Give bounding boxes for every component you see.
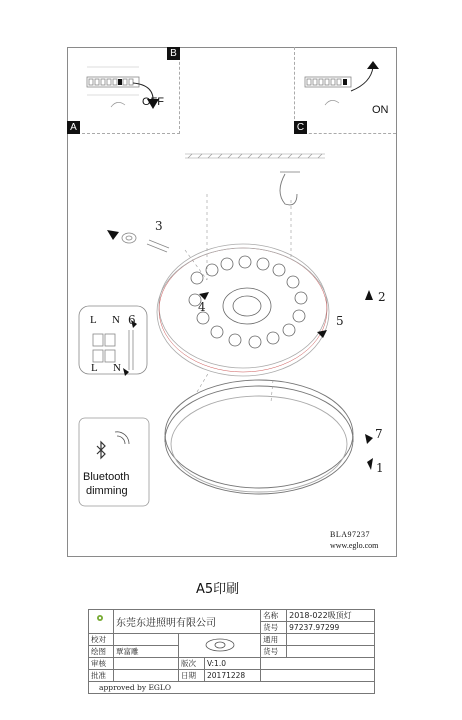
check-label: 校对 xyxy=(89,634,114,646)
callout-1: 1 xyxy=(376,461,384,475)
switch-on-illustration xyxy=(295,47,396,133)
wire-l-top: L xyxy=(90,314,97,326)
logo-cell xyxy=(89,610,114,634)
panel-c-tag: C xyxy=(294,121,307,134)
name-value: 2018-022吸顶灯 xyxy=(287,610,375,622)
panel-a-tag: A xyxy=(67,121,80,134)
website-url: www.eglo.com xyxy=(330,541,379,550)
review-value xyxy=(114,658,179,670)
review-label: 审核 xyxy=(89,658,114,670)
panel-b-tag: B xyxy=(167,47,180,60)
notify-value-2 xyxy=(287,646,375,658)
notify-label: 通用 xyxy=(261,634,287,646)
model-code: BLA97237 xyxy=(330,530,370,539)
callout-6: 6 xyxy=(128,313,136,327)
print-note: A5印刷 xyxy=(196,582,240,597)
article-label: 货号 xyxy=(261,622,287,634)
company-logo xyxy=(91,612,109,630)
drawing-label: 绘图 xyxy=(89,646,114,658)
notify-value xyxy=(287,634,375,646)
approve-label: 批准 xyxy=(89,670,114,682)
callout-4: 4 xyxy=(198,300,206,314)
wire-n-top: N xyxy=(112,314,120,326)
switch-off-illustration xyxy=(67,47,179,133)
company-name: 东莞东进照明有限公司 xyxy=(114,610,261,634)
title-block xyxy=(88,609,375,694)
wire-l-bottom: L xyxy=(91,362,98,374)
blank-cell-2 xyxy=(261,670,375,682)
version-value: V:1.0 xyxy=(205,658,261,670)
check-value xyxy=(114,634,179,646)
product-sketch xyxy=(179,634,261,658)
callout-7: 7 xyxy=(375,427,383,441)
detail-panel-ab xyxy=(67,47,180,134)
approve-value xyxy=(114,670,179,682)
drawing-value: 覃富雕 xyxy=(114,646,179,658)
callout-3: 3 xyxy=(155,219,163,233)
on-label: ON xyxy=(372,104,389,116)
notify-label-2: 货号 xyxy=(261,646,287,658)
callout-2: 2 xyxy=(378,290,386,304)
date-label: 日期 xyxy=(179,670,205,682)
dimming-label: dimming xyxy=(86,485,128,497)
bluetooth-label: Bluetooth xyxy=(83,471,130,483)
detail-panel-c xyxy=(294,47,396,134)
article-value: 97237.97299 xyxy=(287,622,375,634)
callout-5: 5 xyxy=(336,314,344,328)
wire-n-bottom: N xyxy=(113,362,121,374)
version-label: 版次 xyxy=(179,658,205,670)
off-label: OFF xyxy=(142,96,164,108)
name-label: 名称 xyxy=(261,610,287,622)
approved-by: approved by EGLO xyxy=(89,682,375,694)
blank-cell xyxy=(261,658,375,670)
date-value: 20171228 xyxy=(205,670,261,682)
